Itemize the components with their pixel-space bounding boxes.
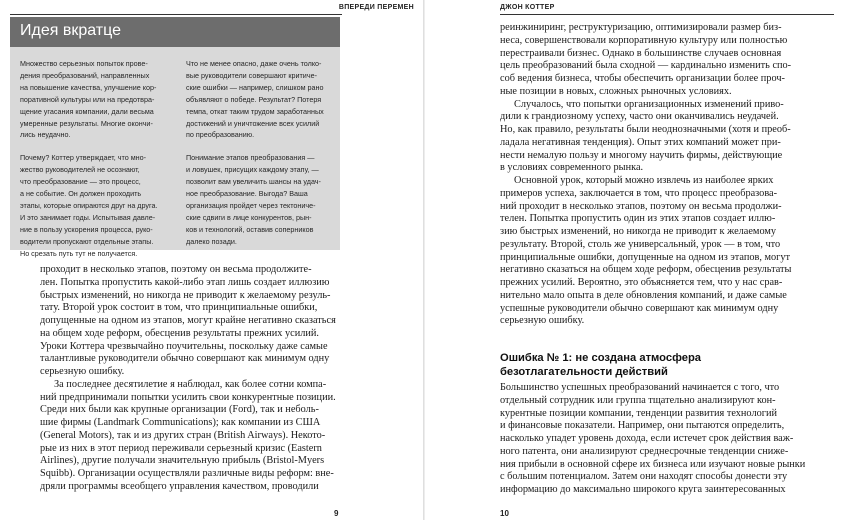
- text-line: лен. Попытка пропустить какой-либо этап лишь создает иллюзию: [40, 276, 330, 288]
- text-line: шие фирмы (Landmark Communications); как компании из США: [40, 417, 321, 428]
- summary-line: что преобразование — это процесс,: [20, 177, 141, 187]
- summary-line: на повышение качества, улучшение кор-: [20, 82, 157, 92]
- body-text-right: [500, 22, 808, 328]
- text-line: в условиях современного рынка.: [500, 162, 644, 174]
- text-line: неса, совершенствовали корпоративную культуру или полностью: [500, 34, 788, 46]
- text-line: отдельный сотрудник или группа тщательно анализируют кон-: [500, 394, 776, 406]
- text-line: с большим потенциалом. Затем они находят способы донести эту: [500, 471, 788, 483]
- summary-header-bar: [10, 17, 340, 47]
- summary-line: ние в пользу ускорения процесса, руко-: [20, 224, 153, 234]
- text-line: ний проходит в несколько этапов, поэтому он весьма продолжи-: [500, 200, 782, 212]
- summary-line: И это занимает годы. Испытывая давле-: [20, 212, 156, 222]
- text-line: талантливые руководители обычно совершают как минимум одну: [40, 353, 330, 365]
- section-heading: [500, 351, 808, 379]
- text-line: ного патента, они анализируют среднесрочные тенденции сниже-: [500, 445, 789, 457]
- summary-paragraph: [20, 152, 168, 259]
- text-line: Но, как правило, результаты были неоднозначными (хотя и преоб-: [500, 124, 791, 135]
- section-heading-line: Ошибка № 1: не создана атмосфера: [500, 352, 702, 364]
- summary-line: ские сдвиги в лице конкурентов, рын-: [186, 212, 312, 222]
- summary-line: достижений и уничтожение всех усилий: [186, 118, 320, 128]
- text-line: дили к грандиозному успеху, часто они оканчивались неудачей.: [500, 111, 779, 123]
- text-line: соб ведения бизнеса, чтобы обеспечить организации более проч-: [500, 73, 785, 84]
- summary-line: жество руководителей не осознают,: [20, 165, 140, 175]
- summary-box: [10, 17, 340, 258]
- summary-line: организация пройдет через тектониче-: [186, 200, 316, 210]
- text-line: нительно мало опыта в деле обновления компаний, и даже самые: [500, 289, 787, 301]
- summary-line: далеко позади.: [186, 236, 237, 246]
- text-line: курентные позиции компании, тенденции развития технологий: [500, 407, 777, 419]
- text-line: цель преобразований была сходной — кардинально изменить спо-: [500, 60, 792, 72]
- text-line: За последнее десятилетие я наблюдал, как более сотни компа-: [54, 378, 327, 390]
- text-line: быстрых изменений, но никогда не приводит к желаемому резуль-: [40, 289, 331, 301]
- summary-title: Идея вкратце: [20, 22, 121, 39]
- text-line: телен. Попытка пропустить один из этих этапов создает иллю-: [500, 213, 776, 225]
- text-line: негативно сказаться на общем ходе реформ, обесценив результаты: [500, 264, 792, 276]
- text-line: Airlines), другие получали значительную прибыль (Bristol-Myers: [40, 455, 325, 467]
- summary-line: ков и технологий, оставив соперников: [186, 224, 314, 234]
- text-line: серьезную ошибку.: [500, 315, 585, 327]
- summary-line: позволит вам увеличить шансы на удач-: [186, 177, 321, 187]
- summary-line: а не событие. Он должен проходить: [20, 189, 142, 199]
- text-line: Основной урок, который можно извлечь из наиболее ярких: [514, 175, 774, 186]
- text-line: серьезную ошибку.: [40, 366, 125, 377]
- text-line: информацию до максимально широкого круга заинтересованных: [500, 484, 786, 495]
- text-line: прежних усилий. Вероятно, это объясняется тем, что у нас срав-: [500, 277, 783, 288]
- summary-line: вые руководители совершают критиче-: [186, 70, 317, 80]
- text-line: (General Motors), так и из других стран (British Airways). Некото-: [40, 429, 326, 441]
- summary-line: и ловушек, присущих каждому этапу, —: [186, 165, 319, 175]
- text-line: перестраивали бизнес. Однако в большинстве случаев основная: [500, 47, 782, 59]
- section-heading-line: безотлагательности действий: [500, 366, 668, 378]
- summary-line: Множество серьезных попыток прове-: [20, 59, 148, 68]
- summary-line: водители пропускают отдельные этапы.: [20, 236, 154, 246]
- text-line: Среди них были как крупные организации (Ford), так и неболь-: [40, 404, 319, 416]
- text-line: Случалось, что попытки организационных изменений приво-: [514, 98, 784, 110]
- text-line: проходит в несколько этапов, поэтому он весьма продолжите-: [40, 264, 312, 275]
- summary-line: ские ошибки — например, слишком рано: [186, 82, 324, 92]
- summary-column-1: [20, 58, 168, 271]
- body-text-right-section: [500, 382, 808, 497]
- text-line: Squibb). Организации осуществляли различные виды реформ: вне-: [40, 468, 334, 479]
- running-head-right: ДЖОН КОТТЕР: [500, 4, 555, 11]
- summary-line: щение угасания компании, дали весьма: [20, 106, 154, 116]
- text-line: ний предпринимали попытки усилить свои конкурентные позиции.: [40, 391, 336, 403]
- text-line: нести немалую пользу и многому научить фирмы, действующие: [500, 149, 783, 161]
- text-line: тату. Второй урок состоит в том, что принципиальные ошибки,: [40, 302, 318, 314]
- text-line: ния прибыли в основной сфере их бизнеса или изучают новые рынки: [500, 458, 806, 470]
- summary-paragraph: [186, 152, 334, 247]
- summary-line: Понимание этапов преобразования —: [186, 153, 315, 163]
- body-text-left: [40, 264, 346, 494]
- summary-line: этапы, которые опираются друг на друга.: [20, 200, 158, 210]
- summary-line: Что не менее опасно, даже очень толко-: [186, 59, 322, 68]
- summary-line: лись неудачно.: [20, 130, 71, 140]
- summary-line: Почему? Коттер утверждает, что мно-: [20, 153, 146, 163]
- text-line: рые из них в этот период переживали серьезный кризис (Eastern: [40, 442, 322, 454]
- header-rule-left: [10, 14, 342, 15]
- text-line: Уроки Коттера чрезвычайно поучительны, поскольку даже самые: [40, 340, 328, 352]
- summary-paragraph: [20, 58, 168, 141]
- text-line: примеров успеха, заключается в том, что процесс преобразова-: [500, 187, 778, 199]
- summary-line: по преобразованию.: [186, 130, 255, 140]
- text-line: допущенные на одном из этапов, могут крайне негативно сказаться: [40, 315, 336, 326]
- text-line: на общем ходе реформ, обесценив результаты прежних усилий.: [40, 327, 319, 339]
- text-line: ные позиции в новых, сложных рыночных условиях.: [500, 85, 732, 97]
- header-rule-right: [500, 14, 834, 15]
- summary-line: дения преобразований, направленных: [20, 70, 150, 80]
- summary-line: темпа, откат таким трудом заработанных: [186, 106, 324, 116]
- summary-line: ное преобразование. Выгода? Ваша: [186, 189, 308, 199]
- summary-line: объявляют о победе. Результат? Потеря: [186, 94, 322, 104]
- text-line: реинжиниринг, реструктуризацию, оптимизировали размер биз-: [500, 22, 782, 33]
- page-number-left: 9: [334, 509, 339, 518]
- text-line: принципиальные ошибки, допущенные на одном из этапов, могут: [500, 251, 791, 263]
- text-line: ладала негативная тенденция). Опыт этих компаний может при-: [500, 136, 781, 148]
- text-line: дряли программы всеобщего управления качеством, проводили: [40, 480, 319, 492]
- summary-column-2: [186, 58, 334, 259]
- text-line: Большинство успешных преобразований начинается с того, что: [500, 382, 780, 393]
- text-line: насколько упадет уровень дохода, если истечет срок действия важ-: [500, 433, 794, 444]
- text-line: результату. Второй, столь же универсальный, урок — в том, что: [500, 238, 781, 250]
- text-line: зию быстрых изменений, но никогда не приводит к желаемому: [500, 226, 777, 237]
- summary-line: умеренные результаты. Многие окончи-: [20, 118, 153, 128]
- text-line: успешные руководители обычно совершают как минимум одну: [500, 302, 779, 314]
- summary-line: поративной культуры или на предотвра-: [20, 94, 155, 104]
- page-number-right: 10: [500, 509, 509, 518]
- summary-line: Но срезать путь тут не получается.: [20, 248, 138, 258]
- running-head-left: ВПЕРЕДИ ПЕРЕМЕН: [338, 4, 414, 11]
- summary-paragraph: [186, 58, 334, 141]
- text-line: и финансовые показатели. Например, они пытаются определить,: [500, 420, 785, 432]
